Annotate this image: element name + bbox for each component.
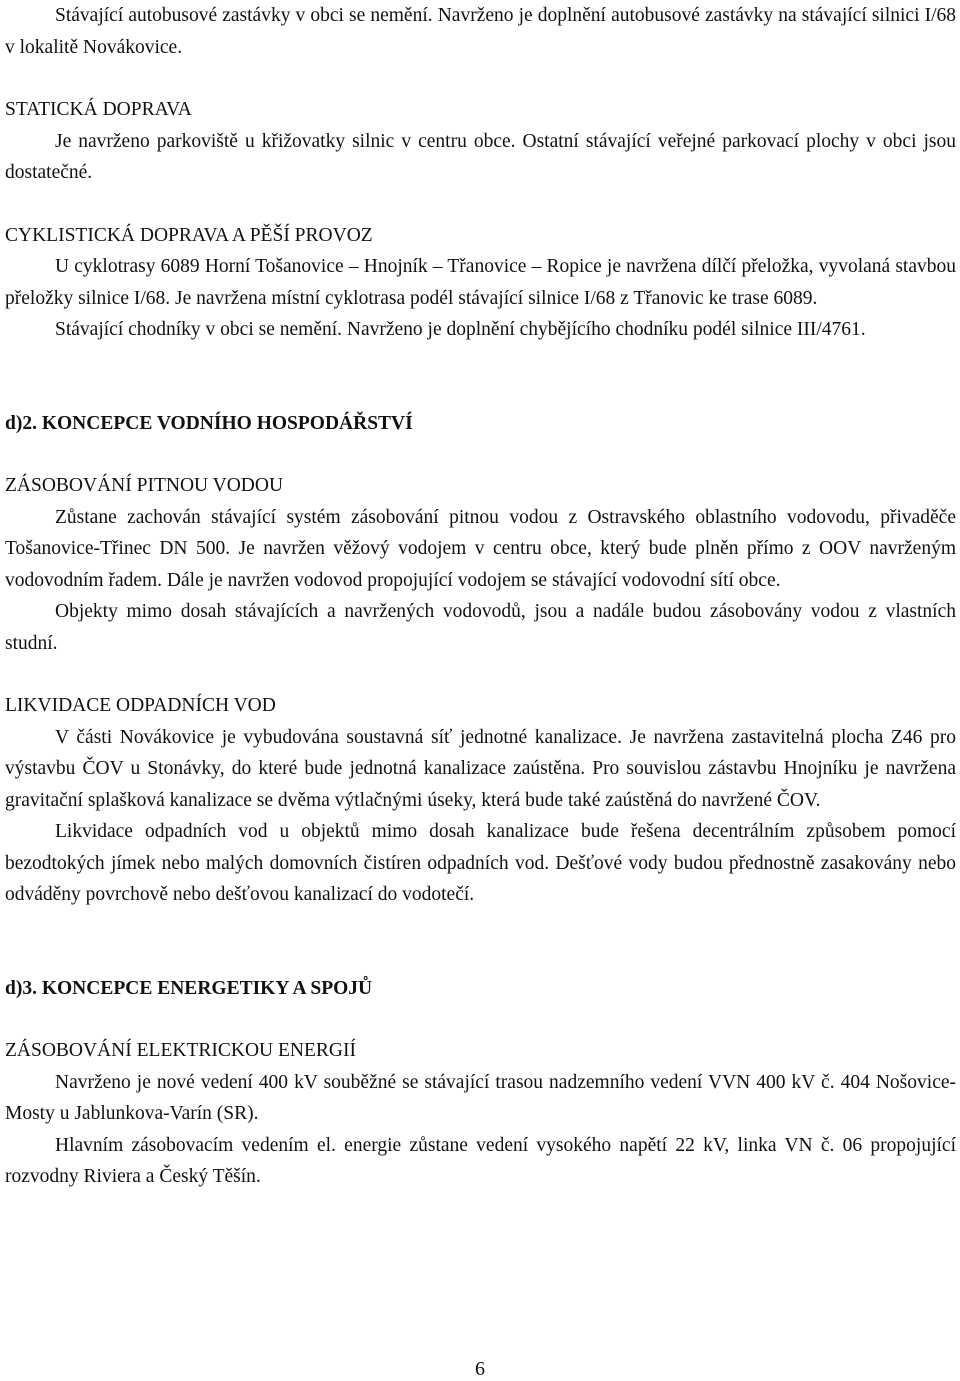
section-d3-heading: d)3. KONCEPCE ENERGETIKY A SPOJŮ — [5, 977, 373, 999]
bus-stops-paragraph: Stávající autobusové zastávky v obci se nemění. Navrženo je doplnění autobusové zastávky na stávající silnici I/68 v lokalitě Novákovice. — [5, 5, 956, 58]
main-supply-paragraph: Hlavním zásobovacím vedením el. energie zůstane vedení vysokého napětí 22 kV, linka VN č. 06 propojující rozvodny Riviera a Český Těšín. — [5, 1134, 956, 1187]
wells-paragraph: Objekty mimo dosah stávajících a navržených vodovodů, jsou a nadále budou zásobovány vodou z vlastních studní. — [5, 601, 956, 654]
static-traffic-heading: STATICKÁ DOPRAVA — [5, 99, 192, 120]
document-page — [5, 0, 956, 1193]
section-d2-heading: d)2. KONCEPCE VODNÍHO HOSPODÁŘSTVÍ — [5, 412, 413, 434]
decentral-wastewater-paragraph: Likvidace odpadních vod u objektů mimo dosah kanalizace bude řešena decentrálním způsobem pomocí bezodtokých jímek nebo malých domovních čistíren odpadních vod. Dešťové vody budou přednostně zasakovány nebo odváděny povrchově nebo dešťovou kanalizací do vodotečí. — [5, 821, 956, 905]
cycling-paragraph: U cyklotrasy 6089 Horní Tošanovice – Hnojník – Třanovice – Ropice je navržena dílčí přeložka, vyvolaná stavbou přeložky silnice I/68. Je navržena místní cyklotrasa podél stávající silnice I/68 z Třanovic ke trase 6089. — [5, 256, 956, 309]
page-number: 6 — [475, 1358, 485, 1380]
wastewater-paragraph: V části Novákovice je vybudována soustavná síť jednotné kanalizace. Je navržena zastavitelná plocha Z46 pro výstavbu ČOV u Stonávky, do které bude jednotná kanalizace zaústěna. Pro souvislou zástavbu Hnojníku je navržena gravitační splašková kanalizace se dvěma výtlačnými úseky, která bude také zaústěná do navržené ČOV. — [5, 726, 956, 811]
water-supply-paragraph: Zůstane zachován stávající systém zásobování pitnou vodou z Ostravského oblastního vodovodu, přivaděče Tošanovice-Třinec DN 500. Je navržen věžový vodojem v centru obce, který bude plněn přímo z OOV navrženým vodovodním řadem. Dále je navržen vodovod propojující vodojem se stávající vodovodní sítí obce. — [5, 506, 956, 591]
cycling-heading: CYKLISTICKÁ DOPRAVA A PĚŠÍ PROVOZ — [5, 224, 373, 246]
sidewalks-paragraph: Stávající chodníky v obci se nemění. Navrženo je doplnění chybějícího chodníku podél silnice III/4761. — [55, 319, 866, 340]
electricity-heading: ZÁSOBOVÁNÍ ELEKTRICKOU ENERGIÍ — [5, 1040, 356, 1061]
new-line-paragraph: Navrženo je nové vedení 400 kV souběžné se stávající trasou nadzemního vedení VVN 400 kV č. 404 Nošovice-Mosty u Jablunkova-Varín (SR). — [5, 1071, 956, 1124]
static-traffic-paragraph: Je navrženo parkoviště u křižovatky silnic v centru obce. Ostatní stávající veřejné parkovací plochy v obci jsou dostatečné. — [5, 130, 956, 183]
wastewater-heading: LIKVIDACE ODPADNÍCH VOD — [5, 695, 276, 716]
water-supply-heading: ZÁSOBOVÁNÍ PITNOU VODOU — [5, 475, 284, 496]
